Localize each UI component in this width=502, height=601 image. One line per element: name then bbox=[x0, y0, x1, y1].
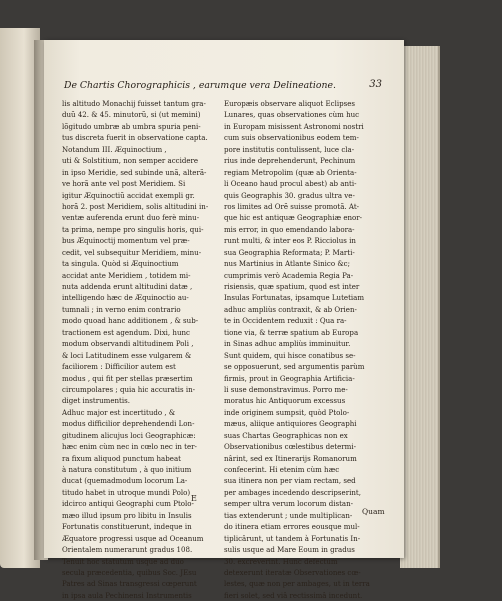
text-line: fieri solet, sed viâ rectissimâ incedunt. bbox=[224, 590, 363, 600]
text-line: cedit, vel subsequitur Meridiem, minu- bbox=[62, 247, 202, 257]
text-line: tus discreta fuerit in observatione capta. bbox=[62, 133, 208, 143]
text-line: 30. excreverint. Hunc defectum bbox=[224, 556, 338, 566]
text-line: inde originem sumpsit, quòd Ptolo- bbox=[224, 407, 350, 417]
text-line: duũ 42. & 45. minutorũ, si (ut memini) bbox=[62, 110, 201, 120]
text-line: ta prima, nempe pro singulis horis, qui- bbox=[62, 224, 204, 234]
text-line: & loci Latitudinem esse vulgarem & bbox=[62, 350, 192, 360]
text-line: Observationibus cœlestibus determi- bbox=[224, 442, 356, 452]
text-line: cum suis observationibus eodem tem- bbox=[224, 133, 359, 143]
text-line: li suse demonstravimus. Porro me- bbox=[224, 384, 348, 394]
text-line: in ipsa aula Pechinensi Instrumentis bbox=[62, 590, 192, 600]
right-text-column bbox=[224, 98, 378, 601]
text-line: modo quoad hanc additionem , & sub- bbox=[62, 316, 199, 326]
text-line: in ipso Meridie, sed subinde unã, alterã- bbox=[62, 167, 207, 177]
text-line: tias extenderunt ; unde multiplican- bbox=[224, 510, 353, 520]
text-line: faciliorem : Difficilior autem est bbox=[62, 362, 176, 372]
text-line: ducat (quemadmodum locorum La- bbox=[62, 476, 188, 486]
text-line: Sunt quidem, qui hisce conatibus se- bbox=[224, 350, 356, 360]
text-line: firmis, prout in Geographia Artificia- bbox=[224, 373, 355, 383]
text-line: idcirco antiqui Geographi cum Ptolo- bbox=[62, 499, 194, 509]
text-line: confecerint. Hi etenim cùm hæc bbox=[224, 465, 340, 474]
text-line: lõgitudo umbræ ab umbra spuria peni- bbox=[62, 121, 201, 131]
text-line: intelligendo hæc de Æquinoctio au- bbox=[62, 293, 189, 303]
text-line: accidat ante Meridiem , totidem mi- bbox=[62, 270, 191, 280]
book-page bbox=[44, 40, 404, 600]
text-line: sua Geographia Reformata; P. Marti- bbox=[224, 247, 355, 257]
text-line: bus Æquinoctij momentum vel præ- bbox=[62, 236, 190, 246]
running-header: De Chartis Chorographicis , earumque vera Delineatione. bbox=[64, 80, 336, 91]
text-line: in Sinas adhuc ampliùs imminuitur. bbox=[224, 339, 351, 349]
text-line: risiensis, quæ spatium, quod est inter bbox=[224, 282, 360, 291]
text-line: suas Chartas Geographicas non ex bbox=[224, 430, 348, 440]
text-line: ros limites ad Orẽ suisse promotã. At- bbox=[224, 201, 360, 211]
text-line: Fortunatis constituerunt, indeque in bbox=[62, 522, 192, 532]
text-line: lestes, quæ non per ambages, ut in terra bbox=[224, 579, 370, 589]
text-line: horã 2. post Meridiem, solis altitudini in- bbox=[62, 201, 209, 211]
text-line: modum observandi altitudinem Poli , bbox=[62, 339, 194, 349]
text-line: Notandum III. Æquinoctium , bbox=[62, 144, 167, 154]
text-line: ve horã ante vel post Meridiem. Si bbox=[62, 179, 186, 189]
text-line: diget instrumentis. bbox=[62, 396, 130, 406]
text-line: li Oceano haud procul abest) ab anti- bbox=[224, 179, 357, 189]
text-line: gitudinem alicujus loci Geographicæ: bbox=[62, 430, 196, 440]
text-line: mis error, in quo emendando labora- bbox=[224, 224, 355, 234]
text-line: tumnali ; in verno enim contrario bbox=[62, 304, 181, 314]
text-line: Insulas Fortunatas, ipsamque Lutetiam bbox=[224, 293, 365, 303]
text-line: moratus hic Antiquorum excessus bbox=[224, 396, 346, 406]
text-line: secula præcedentia, quibus Soc. JEsu bbox=[62, 567, 197, 577]
text-line: rius inde deprehenderunt, Pechinum bbox=[224, 156, 356, 166]
catchword: Quam bbox=[362, 507, 385, 516]
text-line: lis altitudo Monachij fuisset tantum gra- bbox=[62, 99, 206, 108]
text-line: semper ultra verum locorum distan- bbox=[224, 499, 354, 509]
text-line: te in Occidentem reduxit : Qua ra- bbox=[224, 316, 347, 326]
text-line: adhuc ampliùs contraxit, & ab Orien- bbox=[224, 304, 357, 314]
text-line: ventæ auferenda erunt duo ferè minu- bbox=[62, 213, 200, 223]
text-line: tractionem est agendum. Dixi, hunc bbox=[62, 327, 190, 337]
text-line: igitur Æquinoctiũ accidat exempli gr. bbox=[62, 190, 195, 200]
text-line: Æquatore progressi usque ad Oceanum bbox=[62, 533, 204, 543]
text-line: cumprimis verò Academia Regia Pa- bbox=[224, 270, 354, 280]
text-line: runt multi, & inter eos P. Ricciolus in bbox=[224, 236, 356, 246]
text-line: mæus, aliique antiquiores Geographi bbox=[224, 419, 357, 429]
text-line: pore institutis contulissent, luce cla- bbox=[224, 144, 355, 154]
text-line: nârint, sed ex Itinerarijs Romanorum bbox=[224, 453, 357, 463]
text-line: nuta addenda erunt altitudini datæ , bbox=[62, 282, 193, 291]
text-line: quis Geographis 30. gradus ultra ve- bbox=[224, 190, 355, 200]
text-line: Europæis observare aliquot Eclipses bbox=[224, 99, 355, 108]
text-line: per ambages incedendo descripserint, bbox=[224, 487, 361, 497]
page-block-edges bbox=[400, 46, 440, 568]
left-text-column bbox=[62, 98, 216, 601]
text-line: à natura constitutum , à quo initium bbox=[62, 465, 192, 474]
text-line: Orientalem numerarunt gradus 108. bbox=[62, 545, 193, 555]
page-number: 33 bbox=[369, 79, 382, 90]
text-line: se opposuerunt, sed argumentis parùm bbox=[224, 362, 365, 372]
text-line: mæo illud ipsum pro libitu in Insulis bbox=[62, 510, 192, 520]
text-line: sulis usque ad Mare Eoum in gradus bbox=[224, 545, 355, 555]
text-line: sua itinera non per viam rectam, sed bbox=[224, 476, 356, 486]
text-line: in Europam misissent Astronomi nostri bbox=[224, 121, 364, 131]
text-line: nus Martinius in Atlante Sinico &c; bbox=[224, 259, 350, 269]
text-line: hæc enim cùm nec in cœlo nec in ter- bbox=[62, 442, 197, 452]
text-line: tione via, & terræ spatium ab Europa bbox=[224, 327, 359, 337]
text-line: ra fixum aliquod punctum habeat bbox=[62, 453, 181, 463]
text-line: modus difficilior deprehendendi Lon- bbox=[62, 419, 195, 429]
text-line: que hic est antiquæ Geographiæ enor- bbox=[224, 213, 363, 223]
text-line: circumpolares ; quia hic accuratis in- bbox=[62, 384, 195, 394]
text-line: do itinera etiam errores eousque mul- bbox=[224, 522, 360, 532]
text-line: uti & Solstitium, non semper accidere bbox=[62, 156, 199, 166]
text-line: Patres ad Sinas transgressi cœperunt bbox=[62, 579, 197, 589]
text-line: Lunares, quas observationes cùm huc bbox=[224, 110, 360, 120]
text-line: Tenuit hoc statutum usque ad duo bbox=[62, 556, 184, 566]
text-line: regiam Metropolim (quæ ab Orienta- bbox=[224, 167, 357, 177]
text-line: modus , qui fit per stellas præsertim bbox=[62, 373, 193, 383]
text-line: tiplicârunt, ut tandem à Fortunatis In- bbox=[224, 533, 361, 543]
text-line: Adhuc major est incertitudo , & bbox=[62, 407, 176, 417]
text-line: ta singula. Quòd si Æquinoctium bbox=[62, 259, 179, 269]
signature-mark: E bbox=[191, 494, 197, 503]
text-line: titudo habet in utroque mundi Polo) bbox=[62, 487, 191, 497]
text-line: detexerunt iteratæ Observationes cœ- bbox=[224, 567, 361, 577]
